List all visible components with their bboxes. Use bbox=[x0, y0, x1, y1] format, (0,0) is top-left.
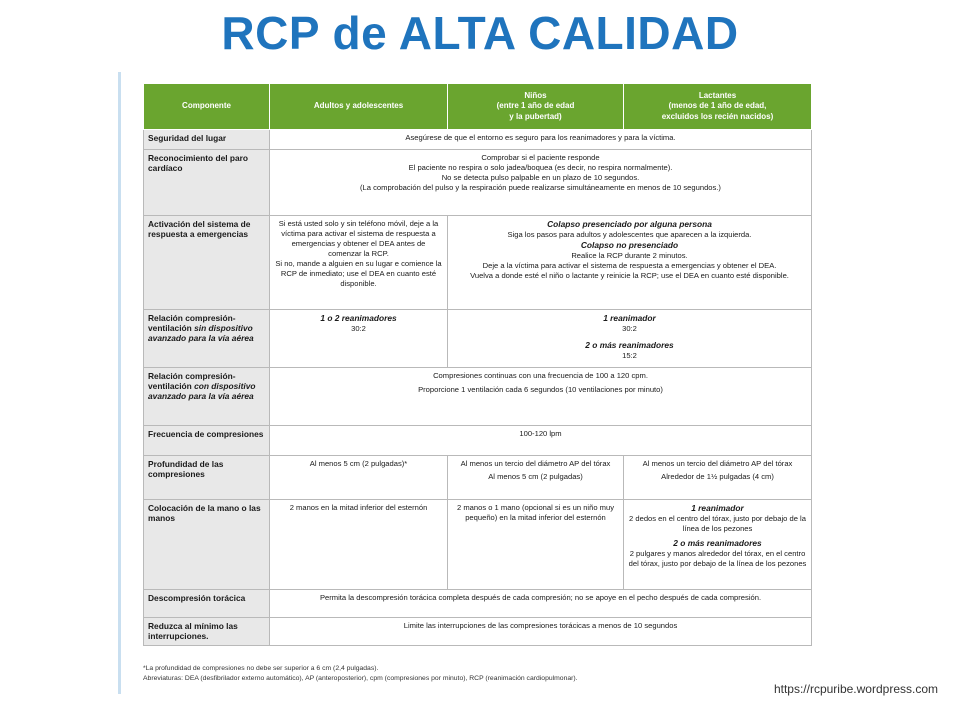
header-children bbox=[448, 84, 624, 130]
ratio-airway-line-2: Proporcione 1 ventilación cada 6 segundos (10 ventilaciones por minuto) bbox=[418, 385, 663, 395]
depth-adult: Al menos 5 cm (2 pulgadas)* bbox=[270, 456, 448, 500]
label-ratio-no-airway-b: sin dispositivo avanzado para la vía aérea bbox=[148, 323, 254, 344]
header-children-sub2: y la pubertad) bbox=[509, 111, 562, 121]
label-depth: Profundidad de las compresiones bbox=[144, 456, 270, 500]
recognition-line-4: (La comprobación del pulso y la respiración puede realizarse simultáneamente en menos de 10 segundos.) bbox=[360, 183, 721, 193]
row-rate bbox=[144, 426, 812, 456]
ratio-airway-line-1: Compresiones continuas con una frecuencia de 100 a 120 cpm. bbox=[433, 371, 648, 380]
cpr-table bbox=[143, 83, 812, 646]
slide-title: RCP de ALTA CALIDAD bbox=[221, 7, 739, 59]
hands-infant bbox=[624, 500, 812, 590]
label-ratio-airway bbox=[144, 368, 270, 426]
depth-child-line-2: Al menos 5 cm (2 pulgadas) bbox=[488, 472, 583, 482]
activation-peds-t2: Realice la RCP durante 2 minutos. bbox=[571, 251, 688, 261]
hands-infant-text-1: 2 dedos en el centro del tórax, justo por debajo de la línea de los pezones bbox=[629, 514, 806, 534]
header-component: Componente bbox=[144, 84, 270, 130]
ratio-peds-value-1: 30:2 bbox=[622, 324, 637, 334]
label-ratio-airway-a: Relación compresión-ventilación bbox=[148, 371, 236, 392]
depth-child bbox=[448, 456, 624, 500]
ratio-peds-heading-2: 2 o más reanimadores bbox=[585, 340, 674, 351]
activation-adult-p1: Si está usted solo y sin teléfono móvil, deje a la víctima para activar el sistema de respuesta a emergencias y obtener el DEA antes de comenzar la RCP. bbox=[278, 219, 439, 259]
row-depth bbox=[144, 456, 812, 500]
label-safety: Seguridad del lugar bbox=[144, 130, 270, 150]
label-ratio-airway-b: con dispositivo avanzado para la vía aérea bbox=[148, 381, 256, 402]
row-hands bbox=[144, 500, 812, 590]
depth-infant-line-1: Al menos un tercio del diámetro AP del tórax bbox=[642, 459, 793, 468]
hands-adult: 2 manos en la mitad inferior del esternón bbox=[270, 500, 448, 590]
row-recognition bbox=[144, 150, 812, 216]
label-ratio-no-airway-a: Relación compresión-ventilación bbox=[148, 313, 236, 334]
hands-infant-text-2: 2 pulgares y manos alrededor del tórax, en el centro del tórax, justo por debajo de la línea de los pezones bbox=[628, 549, 807, 569]
recoil-text: Permita la descompresión torácica completa después de cada compresión; no se apoye en el pecho después de cada compresión. bbox=[270, 590, 812, 618]
row-recoil bbox=[144, 590, 812, 618]
ratio-adult-heading: 1 o 2 reanimadores bbox=[320, 313, 397, 323]
activation-peds-t1: Siga los pasos para adultos y adolescentes que aparecen a la izquierda. bbox=[507, 230, 752, 240]
hands-infant-heading-2: 2 o más reanimadores bbox=[673, 538, 762, 549]
header-infants bbox=[624, 84, 812, 130]
recognition-line-1: Comprobar si el paciente responde bbox=[481, 153, 600, 162]
depth-infant-line-2: Alrededor de 1½ pulgadas (4 cm) bbox=[661, 472, 774, 482]
note-depth: *La profundidad de compresiones no debe ser superior a 6 cm (2,4 pulgadas). bbox=[143, 665, 379, 672]
ratio-no-airway-adult bbox=[270, 310, 448, 368]
header-children-sub1: (entre 1 año de edad bbox=[496, 101, 575, 111]
activation-peds-h1: Colapso presenciado por alguna persona bbox=[547, 219, 712, 229]
header-infants-title: Lactantes bbox=[698, 90, 737, 100]
header-children-title: Niños bbox=[524, 90, 547, 100]
label-recoil: Descompresión torácica bbox=[144, 590, 270, 618]
depth-infant bbox=[624, 456, 812, 500]
table-notes bbox=[143, 664, 811, 684]
left-accent-bar bbox=[118, 72, 121, 694]
recognition-cell bbox=[270, 150, 812, 216]
depth-child-line-1: Al menos un tercio del diámetro AP del tórax bbox=[460, 459, 611, 468]
header-infants-sub2: excluidos los recién nacidos) bbox=[661, 111, 774, 121]
label-hands: Colocación de la mano o las manos bbox=[144, 500, 270, 590]
ratio-peds-value-2: 15:2 bbox=[622, 351, 637, 361]
activation-peds-t4: Vuelva a donde esté el niño o lactante y reinicie la RCP; use el DEA en cuanto esté disponible. bbox=[470, 271, 789, 281]
activation-peds-h2: Colapso no presenciado bbox=[580, 240, 679, 251]
ratio-peds-heading-1: 1 reanimador bbox=[603, 313, 656, 323]
ratio-no-airway-peds bbox=[448, 310, 812, 368]
row-ratio-airway bbox=[144, 368, 812, 426]
activation-adult-p2: Si no, mande a alguien en su lugar e comience la RCP de inmediato; use el DEA en cuanto esté disponible. bbox=[275, 259, 442, 289]
note-abbreviations: Abreviaturas: DEA (desfibrilador externo automático), AP (anteroposterior), cpm (compresiones por minuto), RCP (reanimación cardiopulmonar). bbox=[143, 674, 578, 682]
row-safety bbox=[144, 130, 812, 150]
row-interruptions bbox=[144, 618, 812, 646]
header-adults: Adultos y adolescentes bbox=[270, 84, 448, 130]
recognition-line-2: El paciente no respira o solo jadea/boquea (es decir, no respira normalmente). bbox=[408, 163, 673, 173]
activation-peds bbox=[448, 216, 812, 310]
interruptions-text: Limite las interrupciones de las compresiones torácicas a menos de 10 segundos bbox=[270, 618, 812, 646]
label-recognition: Reconocimiento del paro cardíaco bbox=[144, 150, 270, 216]
label-rate: Frecuencia de compresiones bbox=[144, 426, 270, 456]
safety-text: Asegúrese de que el entorno es seguro para los reanimadores y para la víctima. bbox=[270, 130, 812, 150]
recognition-line-3: No se detecta pulso palpable en un plazo de 10 segundos. bbox=[441, 173, 640, 183]
label-ratio-no-airway bbox=[144, 310, 270, 368]
row-ratio-no-airway bbox=[144, 310, 812, 368]
label-interruptions: Reduzca al mínimo las interrupciones. bbox=[144, 618, 270, 646]
activation-peds-t3: Deje a la víctima para activar el sistema de respuesta a emergencias y obtener el DEA. bbox=[482, 261, 777, 271]
source-url: https://rcpuribe.wordpress.com bbox=[773, 682, 938, 696]
activation-adult bbox=[270, 216, 448, 310]
ratio-adult-value: 30:2 bbox=[351, 324, 366, 334]
header-infants-sub1: (menos de 1 año de edad, bbox=[668, 101, 767, 111]
hands-child: 2 manos o 1 mano (opcional si es un niño muy pequeño) en la mitad inferior del esternón bbox=[448, 500, 624, 590]
label-activation: Activación del sistema de respuesta a emergencias bbox=[144, 216, 270, 310]
ratio-airway-cell bbox=[270, 368, 812, 426]
hands-infant-heading-1: 1 reanimador bbox=[691, 503, 744, 513]
row-activation bbox=[144, 216, 812, 310]
rate-text: 100-120 lpm bbox=[270, 426, 812, 456]
header-row bbox=[144, 84, 812, 130]
